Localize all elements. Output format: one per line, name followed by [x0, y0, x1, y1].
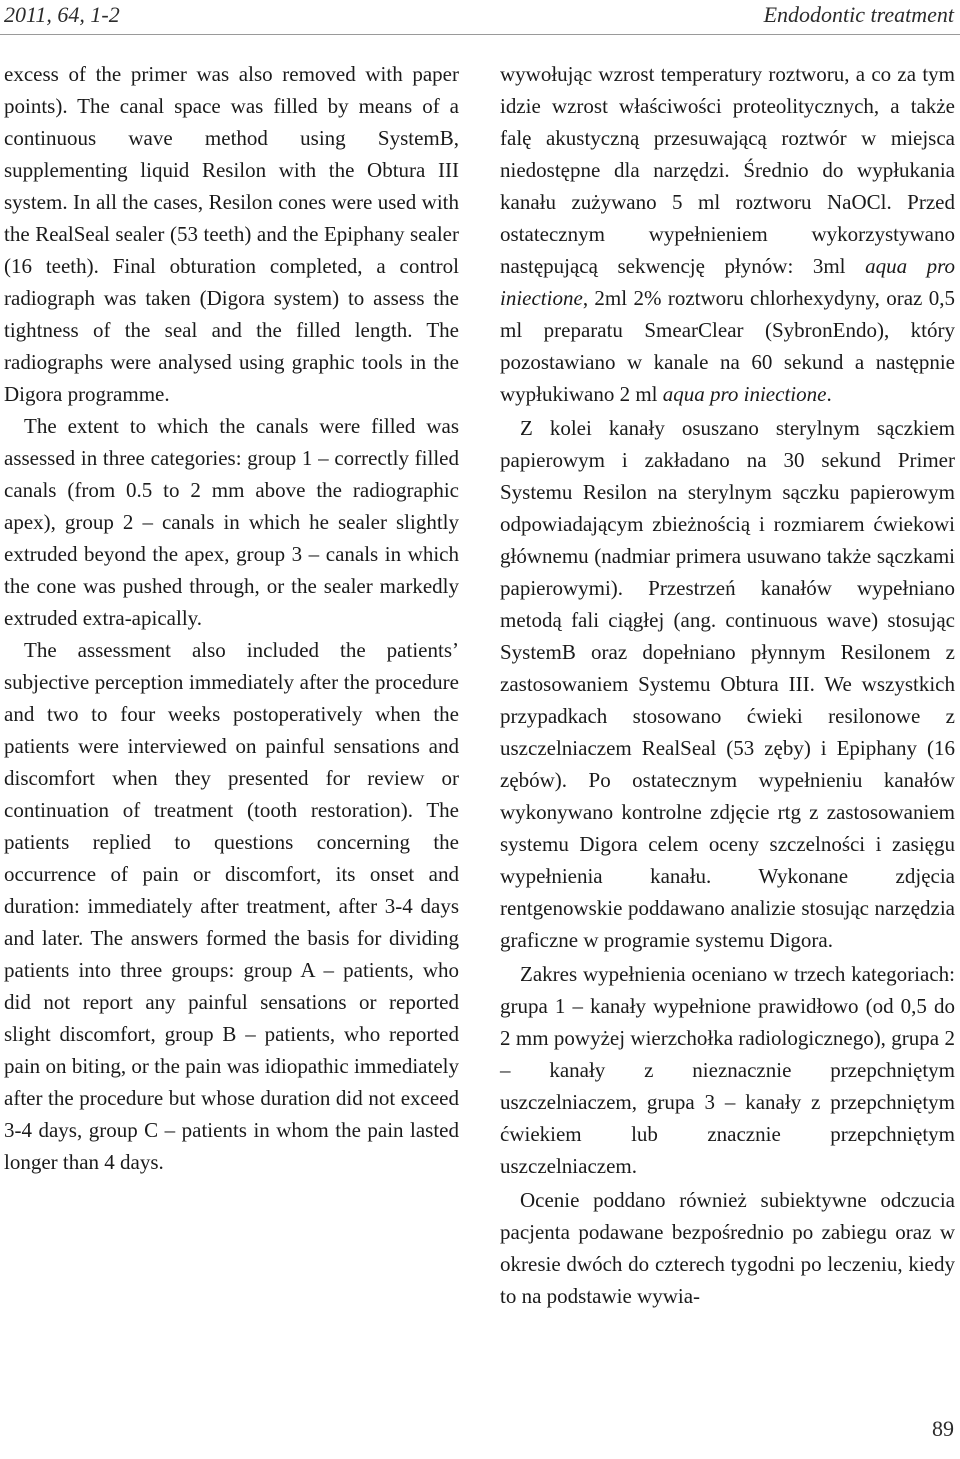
journal-volume: 2011, 64, 1-2: [4, 2, 120, 27]
page-number: 89: [932, 1416, 954, 1441]
english-column: [4, 58, 459, 1178]
polish-column: [500, 58, 955, 1312]
italic-term: aqua pro iniectione: [500, 254, 955, 310]
italic-term: aqua pro iniectione: [662, 382, 827, 406]
section-title: Endodontic treatment: [763, 2, 954, 27]
paragraph-ocenie: Ocenie poddano również subiektywne odczucia pacjenta podawane bezpośrednio po zabiegu oraz w okresie dwóch do czterech tygodni po leczeniu, kiedy to na podstawie wywia-: [500, 1188, 955, 1308]
header-divider: [0, 34, 960, 35]
paragraph-drying: Z kolei kanały osuszano sterylnym sączkiem papierowym i zakładano na 30 sekund Primer Systemu Resilon na sterylnym sączku papierowym odpowiadającym zbieżnością i rozmiarem ćwiekowi głównemu (nadmiar primera usuwano także sączkami papierowymi). Przestrzeń kanałów wypełniano metodą fali ciągłej (ang. continuous wave) stosując SystemB oraz dopełniano płynnym Resilonem z zastosowaniem Systemu Obtura III. We wszystkich przypadkach stosowano ćwieki resilonowe z uszczelniaczem RealSeal (53 zęby) i Epiphany (16 zębów). Po ostatecznym wypełnieniu kanałów wykonywano kontrolne zdjęcie rtg z zastosowaniem systemu Digora celem oceny szczelności i zasięgu wypełnienia kanału. Wykonane zdjęcia rentgenowskie poddawano analizie stosując narzędzia graficzne w programie systemu Digora.: [500, 416, 955, 952]
paragraph-fill-categories: The extent to which the canals were filled was assessed in three categories: group 1 – correctly filled canals (from 0.5 to 2 mm above the radiographic apex), group 2 – canals in which he sealer slightly extruded beyond the apex, group 3 – canals in which the cone was pushed through, or the sealer markedly extruded extra-apically.: [4, 414, 459, 630]
paragraph-obturation: excess of the primer was also removed with paper points). The canal space was filled by means of a continuous wave method using SystemB, supplementing liquid Resilon with the Obtura III system. In all the cases, Resilon cones were used with the RealSeal sealer (53 teeth) and the Epiphany sealer (16 teeth). Final obturation completed, a control radiograph was taken (Digora system) to assess the tightness of the seal and the filled length. The radiographs were analysed using graphic tools in the Digora programme.: [4, 62, 459, 406]
paragraph-patient-assessment: The assessment also included the patients’ subjective perception immediately after the procedure and two to four weeks postoperatively when the patients were interviewed on painful sensations and discomfort when they presented for review or continuation of treatment (tooth restoration). The patients replied to questions concerning the occurrence of pain or discomfort, its onset and duration: immediately after treatment, after 3-4 days and later. The answers formed the basis for dividing patients into three groups: group A – patients, who did not report any painful sensations or reported slight discomfort, group B – patients, who reported pain on biting, or the pain was idiopathic immediately after the procedure but whose duration did not exceed 3-4 days, group C – patients in whom the pain lasted longer than 4 days.: [4, 638, 459, 1174]
paragraph-irrigation: [500, 58, 955, 410]
text-span: wywołując wzrost temperatury roztworu, a co za tym idzie wzrost właściwości proteolitycznych, a także falę akustyczną przesuwającą roztwór w miejsca niedostępne dla narzędzi. Średnio do wypłukania kanału zużywano 5 ml roztworu NaOCl. Przed ostatecznym wypełnieniem wykorzystywano następującą sekwencję płynów: 3ml: [500, 62, 955, 278]
running-header: [0, 0, 960, 30]
text-span: , 2ml 2% roztworu chlorhexydyny, oraz 0,5 ml preparatu SmearClear (SybronEndo), który pozostawiano w kanale na 60 sekund a następnie wypłukiwano 2 ml: [500, 286, 955, 406]
paragraph-zakres: Zakres wypełnienia oceniano w trzech kategoriach: grupa 1 – kanały wypełnione prawidłowo (od 0,5 do 2 mm powyżej wierzchołka radiologicznego), grupa 2 – kanały z nieznacznie przepchniętym uszczelniaczem, grupa 3 – kanały z przepchniętym ćwiekiem lub znacznie przepchniętym uszczelniaczem.: [500, 962, 955, 1178]
text-span: .: [826, 382, 832, 406]
